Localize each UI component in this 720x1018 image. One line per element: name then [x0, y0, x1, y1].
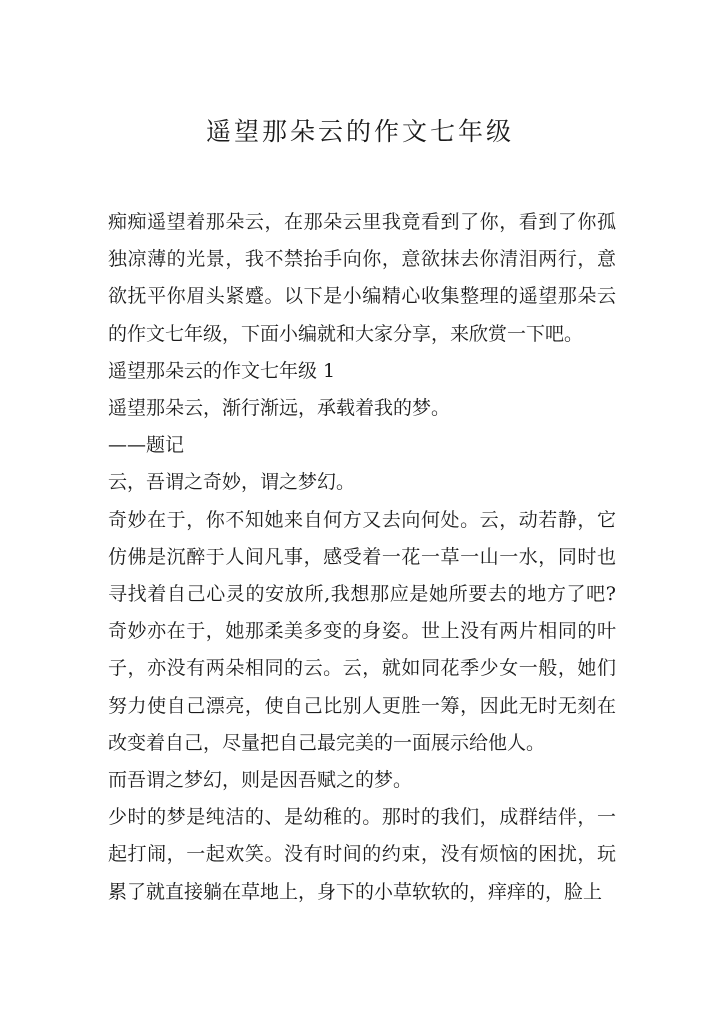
section-heading: 遥望那朵云的作文七年级 1: [108, 359, 336, 382]
paragraph: 少时的梦是纯洁的、是幼稚的。那时的我们，成群结伴，一起打闹，一起欢笑。没有时间的约束，没有烦恼的困扰，玩累了就直接躺在草地上，身下的小草软软的，痒痒的，脸上: [108, 806, 616, 903]
paragraph: 云，吾谓之奇妙，谓之梦幻。: [108, 471, 356, 494]
paragraph: 而吾谓之梦幻，则是因吾赋之的梦。: [108, 769, 413, 792]
paragraph-intro: 痴痴遥望着那朵云，在那朵云里我竟看到了你，看到了你孤独凉薄的光景，我不禁抬手向你，意欲抹去你清泪两行，意欲抚平你眉头紧蹙。以下是小编精心收集整理的遥望那朵云的作文七年级，下面小编就和大家分享，来欣赏一下吧。: [108, 211, 616, 345]
epigraph-attribution: ——题记: [108, 434, 185, 457]
document-body: [108, 204, 616, 911]
paragraph: 奇妙在于，你不知她来自何方又去向何处。云，动若静，它仿佛是沉醉于人间凡事，感受着一花一草一山一水，同时也寻找着自己心灵的安放所,我想那应是她所要去的地方了吧?奇妙亦在于，她那柔美多变的身姿。世上没有两片相同的叶子，亦没有两朵相同的云。云，就如同花季少女一般，她们努力使自己漂亮，使自己比别人更胜一筹，因此无时无刻在改变着自己，尽量把自己最完美的一面展示给他人。: [108, 508, 616, 754]
paragraph: 遥望那朵云，渐行渐远，承载着我的梦。: [108, 397, 451, 420]
document-title: 遥望那朵云的作文七年级: [205, 117, 514, 146]
